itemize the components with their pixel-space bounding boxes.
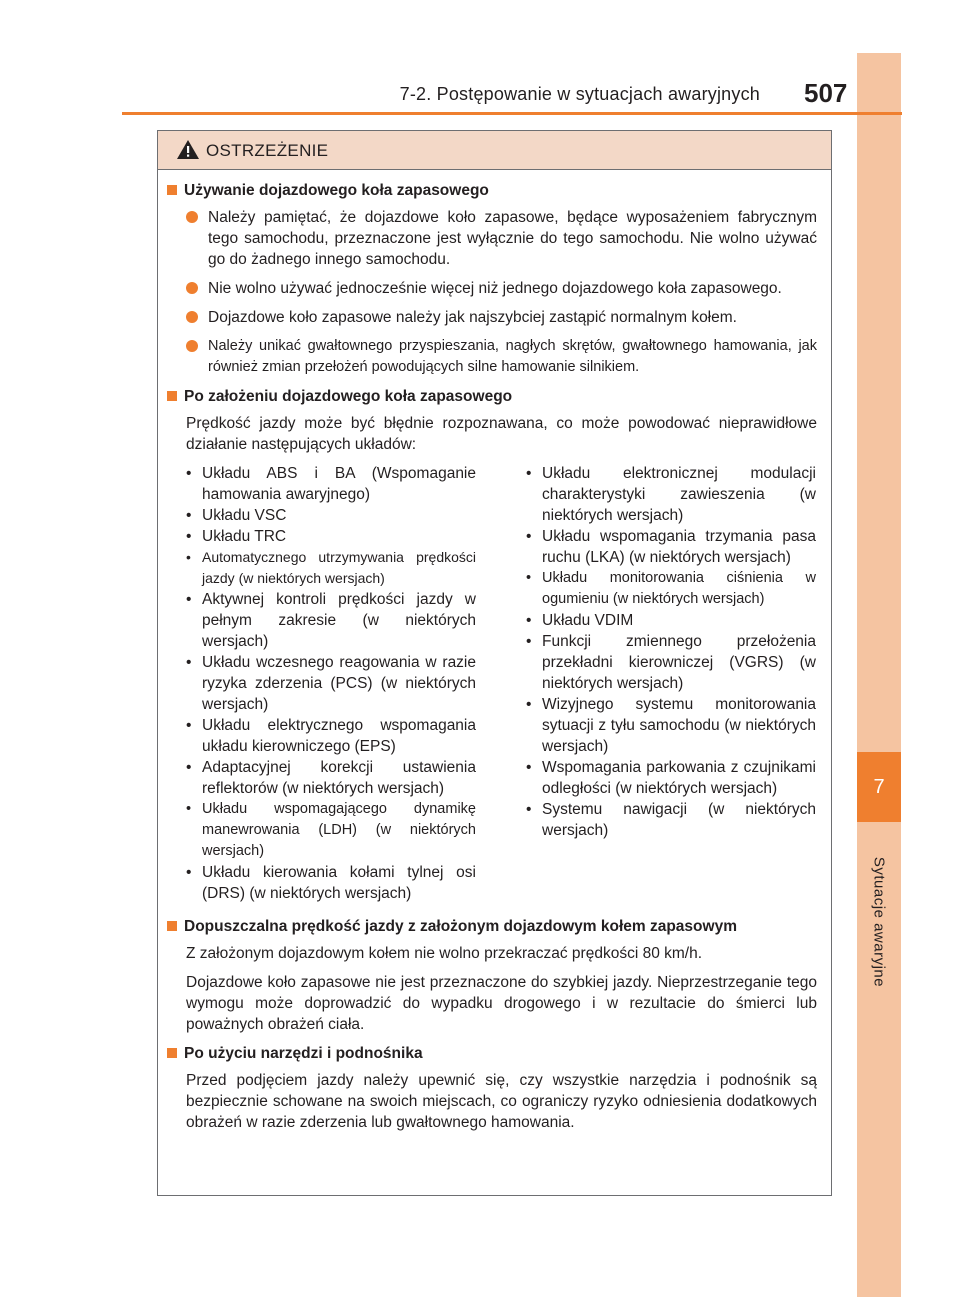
circle-bullet-icon <box>186 211 198 223</box>
list-item: • Układu wczesnego reagowania w razie ryzyka zderzenia (PCS) (w niektórych wersjach) <box>186 654 476 713</box>
warning-title: OSTRZEŻENIE <box>206 141 329 160</box>
list-item: Należy unikać gwałtownego przyspieszania, nagłych skrętów, gwałtownego hamowania, jak również zmian przełożeń powodujących silne hamowanie silnikiem. <box>186 336 817 378</box>
list-item: • Wspomagania parkowania z czujnikami odległości (w niektórych wersjach) <box>526 759 816 797</box>
page-number: 507 <box>804 78 848 108</box>
warning-header <box>158 131 831 170</box>
warning-content <box>167 180 817 1141</box>
chapter-side-tab <box>857 53 901 1297</box>
list-item: • Układu VDIM <box>526 612 634 629</box>
section-heading: Używanie dojazdowego koła zapasowego <box>167 180 817 201</box>
list-item: • Układu elektrycznego wspomagania układu kierowniczego (EPS) <box>186 717 476 755</box>
list-item: • Układu wspomagania trzymania pasa ruchu (LKA) (w niektórych wersjach) <box>526 528 816 566</box>
list-item: • Systemu nawigacji (w niektórych wersjach) <box>526 801 816 839</box>
list-item: • Aktywnej kontroli prędkości jazdy w pełnym zakresie (w niektórych wersjach) <box>186 591 476 650</box>
square-bullet-icon <box>167 185 177 195</box>
list-item: Należy pamiętać, że dojazdowe koło zapasowe, będące wyposażeniem fabrycznym tego samochodu, przeznaczone jest wyłącznie do tego samochodu. Nie wolno używać go do żadnego innego samochodu. <box>186 207 817 270</box>
square-bullet-icon <box>167 921 177 931</box>
paragraph: Przed podjęciem jazdy należy upewnić się, czy wszystkie narzędzia i podnośnik są bezpiecznie schowane na swoich miejscach, co ograniczy ryzyko odniesienia dodatkowych obrażeń w razie zderzenia lub gwałtownego hamowania. <box>186 1072 817 1131</box>
list-item: • Układu kierowania kołami tylnej osi (DRS) (w niektórych wersjach) <box>186 864 476 902</box>
list-item: • Układu TRC <box>186 528 287 545</box>
list-item: • Automatycznego utrzymywania prędkości jazdy (w niektórych wersjach) <box>186 549 476 586</box>
paragraph: Dojazdowe koło zapasowe nie jest przeznaczone do szybkiej jazdy. Nieprzestrzeganie tego wymogu może doprowadzić do wypadku drogowego i w rezultacie do śmierci lub poważnych obrażeń ciała. <box>186 974 817 1033</box>
chapter-label: Sytuacje awaryjne <box>870 856 888 988</box>
list-item: • Adaptacyjnej korekcji ustawienia reflektorów (w niektórych wersjach) <box>186 759 476 797</box>
list-item: • Układu wspomagającego dynamikę manewrowania (LDH) (w niektórych wersjach) <box>186 801 476 859</box>
circle-bullet-icon <box>186 282 198 294</box>
square-bullet-icon <box>167 1048 177 1058</box>
circle-bullet-icon <box>186 311 198 323</box>
section-heading: Po użyciu narzędzi i podnośnika <box>167 1043 817 1064</box>
list-item: • Układu ABS i BA (Wspomaganie hamowania awaryjnego) <box>186 465 476 503</box>
list-item: Nie wolno używać jednocześnie więcej niż jednego dojazdowego koła zapasowego. <box>186 278 817 299</box>
section-heading: Po założeniu dojazdowego koła zapasowego <box>167 386 817 407</box>
paragraph: Prędkość jazdy może być błędnie rozpoznawana, co może powodować nieprawidłowe działanie następujących układów: <box>186 415 817 453</box>
systems-list-right <box>526 463 816 904</box>
systems-list-left <box>186 463 476 904</box>
list-item: • Układu VSC <box>186 507 287 524</box>
list-item: Dojazdowe koło zapasowe należy jak najszybciej zastąpić normalnym kołem. <box>186 307 817 328</box>
section-heading: Dopuszczalna prędkość jazdy z założonym dojazdowym kołem zapasowym <box>167 916 817 937</box>
list-item: • Układu monitorowania ciśnienia w ogumieniu (w niektórych wersjach) <box>526 570 816 607</box>
header-rule <box>122 112 902 115</box>
chapter-number: 7 <box>857 752 901 822</box>
paragraph: Z założonym dojazdowym kołem nie wolno przekraczać prędkości 80 km/h. <box>186 945 703 962</box>
list-item: • Wizyjnego systemu monitorowania sytuacji z tyłu samochodu (w niektórych wersjach) <box>526 696 816 755</box>
section-title: 7-2. Postępowanie w sytuacjach awaryjnych <box>399 84 760 104</box>
list-item: • Układu elektronicznej modulacji charakterystyki zawieszenia (w niektórych wersjach) <box>526 465 816 524</box>
square-bullet-icon <box>167 391 177 401</box>
systems-list <box>186 463 817 904</box>
list-item: • Funkcji zmiennego przełożenia przekładni kierowniczej (VGRS) (w niektórych wersjach) <box>526 633 816 692</box>
warning-triangle-icon <box>176 139 200 160</box>
circle-bullet-icon <box>186 340 198 352</box>
